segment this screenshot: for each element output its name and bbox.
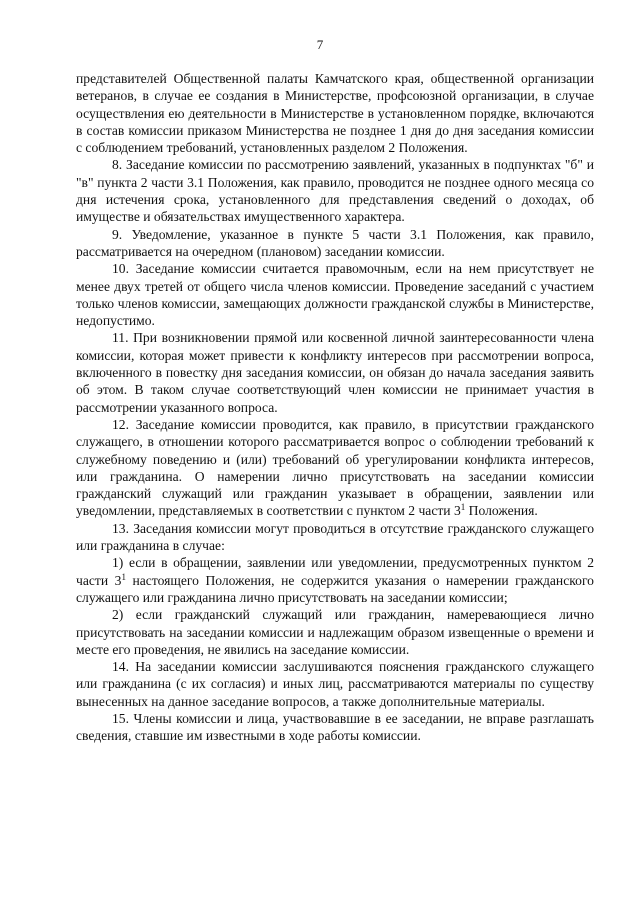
paragraph-15: 15. Члены комиссии и лица, участвовавшие в ее заседании, не вправе разглашать сведения, ставшие им известными в ходе работы комиссии. <box>76 710 594 744</box>
paragraph-12-tail: Положения. <box>465 503 538 519</box>
paragraph-continuation: представителей Общественной палаты Камчатского края, общественной организации ветеранов, в случае ее создания в Министерстве, профсоюзной организации, в случае осуществления ею деятельности в Министерстве в установленном порядке, включаются в состав комиссии приказом Министерства не позднее 1 дня до дня заседания комиссии с соблюдением требований, установленных разделом 2 Положения. <box>76 71 594 156</box>
page-number: 7 <box>316 37 324 52</box>
paragraph-10: 10. Заседание комиссии считается правомочным, если на нем присутствует не менее двух третей от общего числа членов комиссии. Проведение заседаний с участием только членов комиссии, замещающих должности гражданской службы в Министерстве, недопустимо. <box>76 261 594 329</box>
document-body <box>76 70 594 745</box>
paragraph-13-item-1-tail: настоящего Положения, не содержится указания о намерении гражданского служащего или гражданина лично присутствовать на заседании комиссии; <box>76 572 594 605</box>
superscript: 1 <box>121 571 126 582</box>
paragraph-14: 14. На заседании комиссии заслушиваются пояснения гражданского служащего или гражданина (с их согласия) и иных лиц, рассматриваются материалы по существу вынесенных на данное заседание вопросов, а также дополнительные материалы. <box>76 659 594 709</box>
paragraph-13-item-1-text: 1) если в обращении, заявлении или уведомлении, предусмотренных пунктом 2 части 3 <box>76 555 594 588</box>
paragraph-13-item-2: 2) если гражданский служащий или гражданин, намеревающиеся лично присутствовать на заседании комиссии и надлежащим образом извещенные о времени и месте его проведения, не явились на заседание комиссии. <box>76 607 594 657</box>
paragraph-8: 8. Заседание комиссии по рассмотрению заявлений, указанных в подпунктах "б" и "в" пункта 2 части 3.1 Положения, как правило, проводится не позднее одного месяца со дня истечения срока, установленного для представления сведений о доходах, об имуществе и обязательствах имущественного характера. <box>76 157 594 225</box>
paragraph-13-item-1 <box>76 554 594 606</box>
paragraph-12-text: 12. Заседание комиссии проводится, как правило, в присутствии гражданского служащего, в отношении которого рассматривается вопрос о соблюдении требований к служебному поведению и (или) требований об урегулировании конфликта интересов, или гражданина. О намерении лично присутствовать на заседании комиссии гражданский служащий или гражданин указывает в обращении, заявлении или уведомлении, представляемых в соответствии с пунктом 2 части 3 <box>76 416 594 519</box>
paragraph-12 <box>76 416 594 520</box>
superscript: 1 <box>460 502 466 513</box>
paragraph-13: 13. Заседания комиссии могут проводиться в отсутствие гражданского служащего или гражданина в случае: <box>76 520 594 554</box>
paragraph-11: 11. При возникновении прямой или косвенной личной заинтересованности члена комиссии, которая может привести к конфликту интересов при рассмотрении вопроса, включенного в повестку дня заседания комиссии, он обязан до начала заседания заявить об этом. В таком случае соответствующий член комиссии не принимает участия в рассмотрении указанного вопроса. <box>76 330 594 415</box>
paragraph-9: 9. Уведомление, указанное в пункте 5 части 3.1 Положения, как правило, рассматривается на очередном (плановом) заседании комиссии. <box>76 226 594 259</box>
